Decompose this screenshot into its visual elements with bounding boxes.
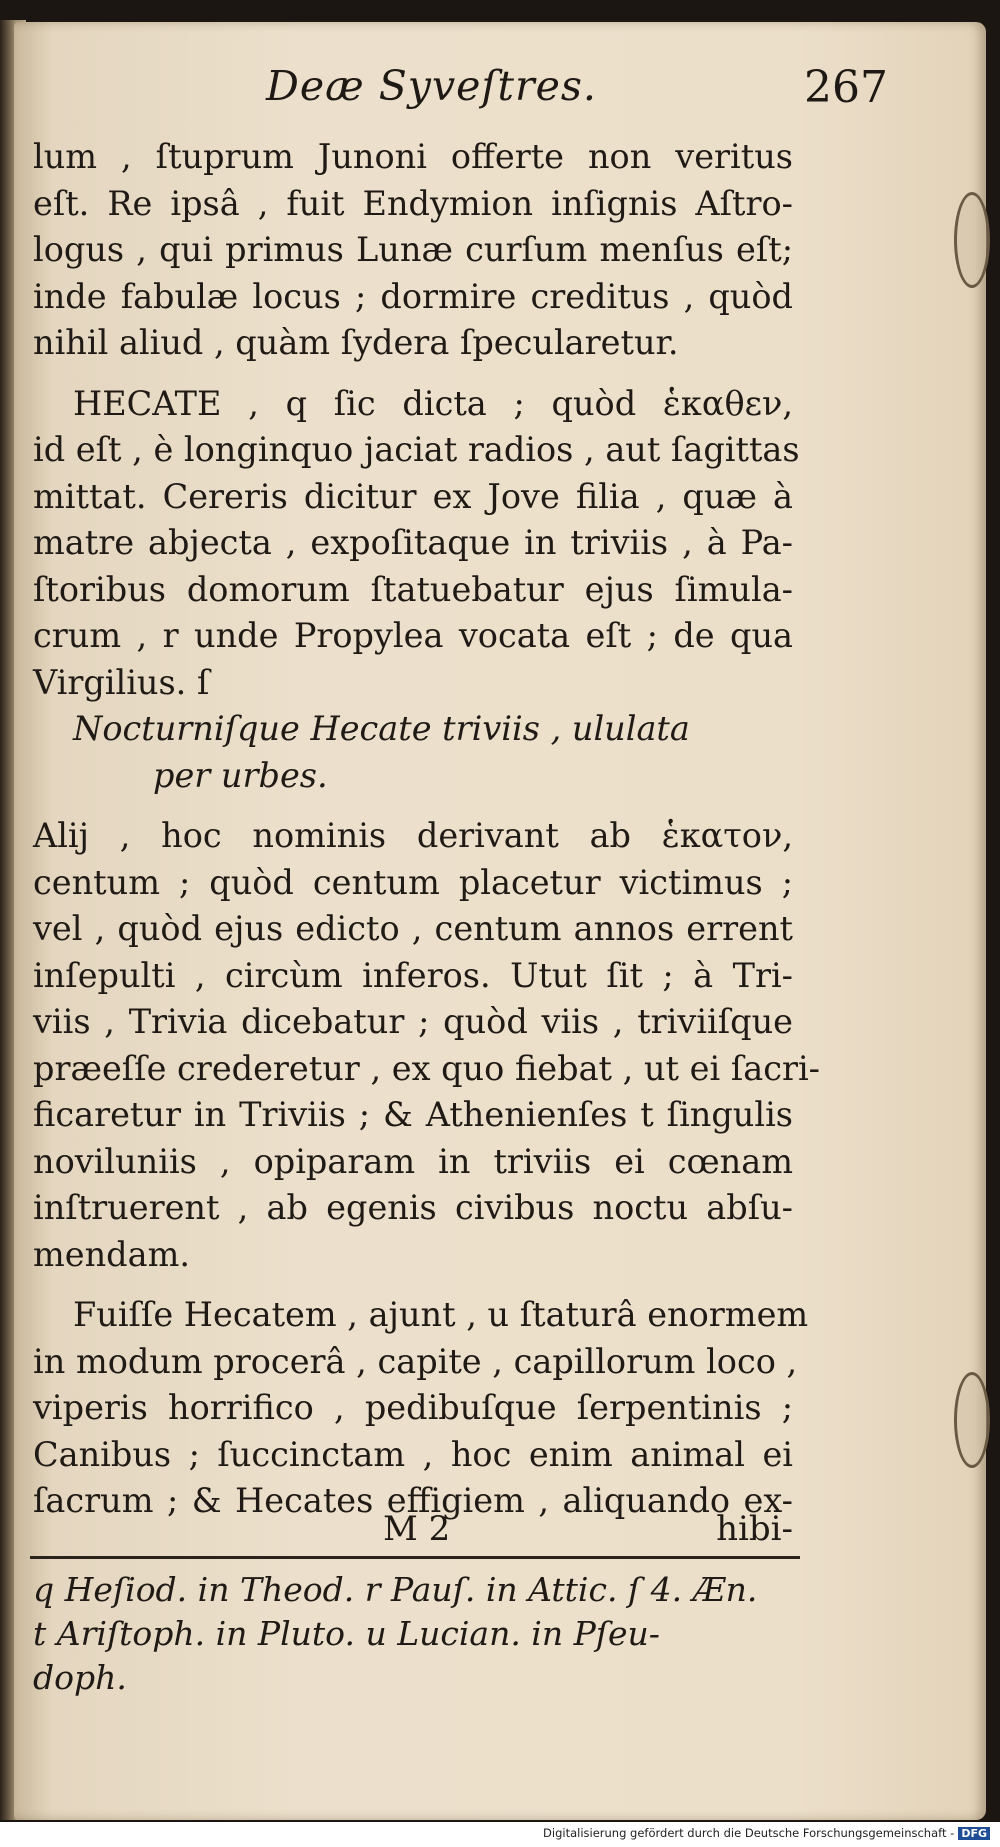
page-number: 267 <box>804 62 888 113</box>
text-line: ficaretur in Triviis ; & Athenienſes t ſingulis <box>33 1095 793 1134</box>
text-line: ſacrum ; & Hecates effigiem , aliquando ex- <box>33 1481 793 1520</box>
text-line: viis , Trivia dicebatur ; quòd viis , triviiſque <box>33 1002 793 1041</box>
signature-line <box>33 1509 793 1555</box>
text-line: præeſſe crederetur , ex quo fiebat , ut ei ſacri- <box>33 1048 821 1088</box>
page-header <box>40 62 940 126</box>
text-line: HECATE , q ſic dicta ; quòd ἑκαθεν, <box>73 383 793 423</box>
text-line: inde fabulæ locus ; dormire creditus , quòd <box>33 276 793 316</box>
footnote-line: t Ariſtoph. in Pluto. u Lucian. in Pſeu- <box>33 1614 660 1653</box>
footnotes <box>33 1568 803 1700</box>
text-line: Fuiſſe Hecatem , ajunt , u ſtaturâ enormem <box>73 1295 809 1334</box>
text-line: mendam. <box>33 1234 190 1274</box>
catchword: hibi- <box>716 1509 793 1549</box>
page-clasp-mark-top <box>954 192 990 288</box>
text-line: Alij , hoc nominis derivant ab ἑκατον, <box>33 816 793 855</box>
footnote-line: q Heſiod. in Theod. r Pauſ. in Attic. ſ 4. Æn. <box>33 1570 758 1609</box>
text-line: centum ; quòd centum placetur victimus ; <box>33 862 793 902</box>
paragraph-gap <box>33 1278 793 1292</box>
running-head: Deæ Syveſtres. <box>266 62 597 110</box>
paragraph-gap <box>33 799 793 813</box>
paragraph-gap <box>33 367 793 381</box>
page-clasp-mark-bottom <box>954 1372 990 1468</box>
text-line: inſtruerent , ab egenis civibus noctu abſu- <box>33 1188 793 1227</box>
text-line: eſt. Re ipsâ , fuit Endymion inſignis Aſtro- <box>33 183 793 223</box>
digitization-credit <box>543 1826 990 1840</box>
text-line: logus , qui primus Lunæ curſum menſus eſt; <box>33 230 793 269</box>
text-line: Nocturniſque Hecate triviis , ululata <box>73 709 690 748</box>
text-line: mittat. Cereris dicitur ex Jove filia , quæ à <box>33 476 793 516</box>
text-line: matre abjecta , expoſitaque in triviis , à Pa- <box>33 523 793 562</box>
text-line: viperis horrifico , pedibuſque ſerpentinis ; <box>33 1388 793 1427</box>
text-line: id eſt , è longinquo jaciat radios , aut ſagittas <box>33 430 800 469</box>
text-line: noviluniis , opiparam in triviis ei cœnam <box>33 1141 793 1181</box>
text-line: in modum procerâ , capite , capillorum loco , <box>33 1341 798 1381</box>
text-line: crum , r unde Propylea vocata eſt ; de qua <box>33 616 793 655</box>
text-line: vel , quòd ejus edicto , centum annos errent <box>33 909 793 948</box>
footnote-line: doph. <box>33 1658 127 1697</box>
text-line: Canibus ; ſuccinctam , hoc enim animal ei <box>33 1434 793 1474</box>
text-line: per urbes. <box>153 755 328 795</box>
text-line: nihil aliud , quàm ſydera ſpecularetur. <box>33 323 679 362</box>
text-line: inſepulti , circùm inferos. Utut ſit ; à Tri- <box>33 955 793 995</box>
body-text <box>33 134 821 1525</box>
dfg-logo: DFG <box>958 1827 990 1840</box>
text-line: lum , ſtuprum Junoni offerte non veritus <box>33 137 793 176</box>
text-line: ſtoribus domorum ſtatuebatur ejus ſimula- <box>33 569 793 609</box>
text-line: Virgilius. ſ <box>33 662 210 702</box>
footnote-rule <box>30 1556 800 1559</box>
credit-text: Digitalisierung gefördert durch die Deutsche Forschungsgemeinschaft - <box>543 1826 955 1840</box>
signature-mark: M 2 <box>383 1509 451 1549</box>
